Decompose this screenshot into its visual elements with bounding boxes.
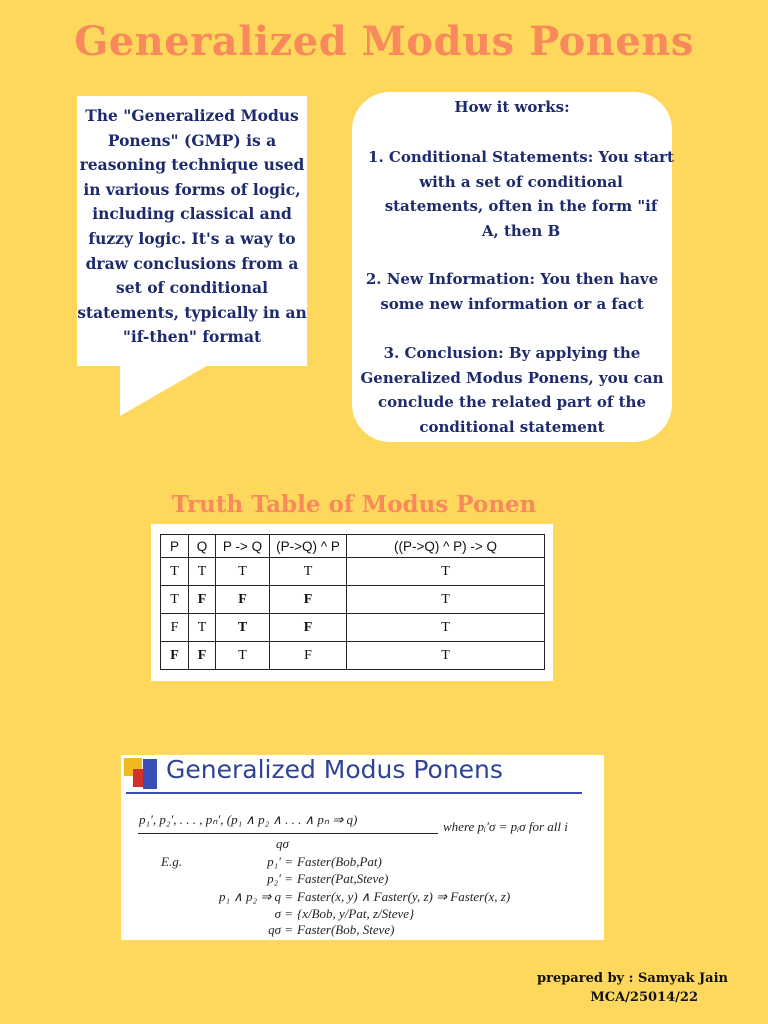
table-cell: T	[347, 586, 545, 614]
example-rhs: Faster(Bob,Pat)	[297, 854, 382, 869]
page-title: Generalized Modus Ponens	[74, 18, 694, 65]
rule-condition: where pᵢ′σ = pᵢσ for all i	[443, 819, 568, 834]
example-label: E.g.	[161, 854, 182, 869]
step-1-text: 1. Conditional Statements: You start with a set of conditional statements, often in the form "if A, then B	[368, 148, 674, 240]
table-cell: F	[161, 642, 189, 670]
table-cell: T	[189, 614, 216, 642]
table-row	[161, 558, 545, 586]
header-cell: ((P->Q) ^ P) -> Q	[347, 535, 545, 558]
intro-text: The "Generalized Modus Ponens" (GMP) is a reasoning technique used in various forms of logic, including classical and fuzzy logic. It's a way to draw conclusions from a set of conditional statements, typically in an "if-then" format	[77, 106, 307, 347]
prepared-by: prepared by : Samyak Jain	[537, 971, 728, 986]
example-rhs: Faster(x, y) ∧ Faster(y, z) ⇒ Faster(x, z)	[297, 889, 511, 904]
example-rhs: Faster(Pat,Steve)	[297, 871, 389, 886]
table-cell: T	[216, 642, 270, 670]
truth-table	[160, 534, 545, 670]
table-cell: T	[189, 558, 216, 586]
table-cell: F	[270, 586, 347, 614]
step-2-text: 2. New Information: You then have some new information or a fact	[365, 270, 659, 313]
table-cell: T	[347, 642, 545, 670]
header-cell: (P->Q) ^ P	[270, 535, 347, 558]
example-lhs: σ =	[274, 906, 293, 921]
rule-denominator: qσ	[276, 836, 289, 851]
example-lhs: qσ =	[268, 922, 293, 937]
table-row	[161, 614, 545, 642]
header-cell: Q	[189, 535, 216, 558]
table-cell: F	[189, 642, 216, 670]
header-cell: P	[161, 535, 189, 558]
table-cell: T	[216, 558, 270, 586]
gmp-slide-image	[121, 755, 604, 940]
table-cell: T	[216, 614, 270, 642]
table-cell: T	[347, 558, 545, 586]
example-lhs: p₁′ =	[267, 854, 293, 869]
truth-table-heading: Truth Table of Modus Ponen	[171, 491, 537, 518]
table-cell: F	[270, 642, 347, 670]
table-cell: T	[161, 558, 189, 586]
step-3-text: 3. Conclusion: By applying the Generalized Modus Ponens, you can conclude the related part of the conditional statement	[360, 344, 664, 436]
speech-bubble-tail	[120, 364, 210, 416]
header-cell: P -> Q	[216, 535, 270, 558]
example-rhs: Faster(Bob, Steve)	[297, 922, 395, 937]
table-cell: T	[347, 614, 545, 642]
example-rhs: {x/Bob, y/Pat, z/Steve}	[297, 906, 415, 921]
table-cell: F	[216, 586, 270, 614]
how-it-works-title: How it works:	[454, 98, 570, 116]
table-cell: F	[270, 614, 347, 642]
slide-title: Generalized Modus Ponens	[166, 755, 503, 784]
example-lhs: p₁ ∧ p₂ ⇒ q =	[219, 889, 293, 904]
table-row	[161, 586, 545, 614]
rule-numerator: p₁′, p₂′, . . . , pₙ′, (p₁ ∧ p₂ ∧ . . . ∧ pₙ ⇒ q)	[139, 812, 358, 827]
slide-decoration-bar	[143, 759, 157, 789]
fraction-line	[138, 833, 438, 834]
table-cell: T	[161, 586, 189, 614]
intro-speech-bubble	[77, 96, 307, 366]
example-lhs: p₂′ =	[267, 871, 293, 886]
table-cell: F	[189, 586, 216, 614]
slide-title-underline	[126, 792, 582, 794]
truth-table-image	[151, 524, 553, 681]
table-cell: T	[270, 558, 347, 586]
table-cell: F	[161, 614, 189, 642]
table-row	[161, 642, 545, 670]
author-credit	[468, 969, 728, 1007]
student-id: MCA/25014/22	[590, 990, 698, 1005]
truth-table-header-row	[161, 535, 545, 558]
how-it-works-box	[352, 92, 672, 442]
